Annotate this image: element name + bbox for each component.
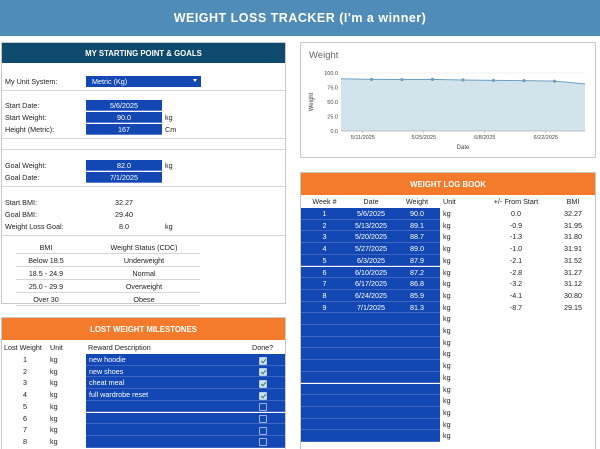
- log-date-cell[interactable]: 5/6/2025: [348, 208, 394, 220]
- log-weight-cell[interactable]: [394, 395, 440, 407]
- log-unit-cell: kg: [443, 290, 451, 300]
- log-unit-cell: kg: [443, 326, 451, 335]
- milestone-reward-input[interactable]: [86, 436, 285, 448]
- milestone-unit: kg: [50, 366, 58, 376]
- start-weight-row: [2, 112, 285, 123]
- log-delta-cell: [483, 372, 549, 384]
- log-weight-cell[interactable]: 89.1: [394, 220, 440, 232]
- y-tick-label: 0.0: [330, 129, 338, 135]
- x-tick-label: 6/22/2025: [533, 135, 559, 141]
- log-date-cell[interactable]: [348, 372, 394, 384]
- weight-chart-panel: [300, 42, 596, 158]
- log-unit-cell: kg: [443, 279, 451, 289]
- weight-point: [492, 79, 495, 82]
- weight-log-panel: [300, 172, 596, 449]
- log-unit-cell: kg: [443, 419, 451, 429]
- log-bmi-cell: 30.80: [564, 290, 582, 300]
- milestone-done-checkbox[interactable]: [259, 379, 267, 388]
- milestone-reward-input[interactable]: new hoodie: [86, 354, 285, 366]
- milestone-done-checkbox[interactable]: [259, 414, 267, 423]
- log-week-cell[interactable]: 2: [301, 220, 348, 232]
- col-lost-weight: Lost Weight: [4, 343, 42, 352]
- checkbox-icon: [259, 403, 267, 411]
- log-unit-cell: kg: [443, 302, 451, 312]
- y-axis-label: Weight: [309, 92, 315, 112]
- start-bmi-label: Start BMI:: [5, 198, 37, 207]
- divider: [16, 292, 200, 293]
- height-row: [2, 124, 285, 135]
- col-weight: Weight: [405, 197, 429, 206]
- log-week-cell[interactable]: [301, 384, 348, 396]
- log-date-cell[interactable]: 6/24/2025: [348, 290, 394, 302]
- log-delta-cell: [483, 348, 549, 360]
- log-bmi-cell: [551, 348, 595, 360]
- log-delta-cell: -8.7: [509, 302, 523, 312]
- milestones-header: LOST WEIGHT MILESTONES: [2, 318, 285, 340]
- milestone-reward-input[interactable]: [86, 424, 285, 436]
- start-date-input[interactable]: 5/6/2025: [86, 100, 162, 111]
- log-unit-cell: kg: [443, 372, 451, 382]
- log-bmi-cell: [551, 430, 595, 442]
- log-date-cell[interactable]: [348, 360, 394, 372]
- log-bmi-cell: [551, 395, 595, 407]
- log-date-cell[interactable]: 5/20/2025: [348, 231, 394, 243]
- log-date-cell[interactable]: [348, 384, 394, 396]
- bmi-table-header: [2, 242, 285, 253]
- log-delta-cell: 0.0: [511, 209, 521, 218]
- log-delta-cell: -4.1: [509, 290, 523, 300]
- loss-goal-row: [2, 221, 285, 232]
- height-label: Height (Metric):: [5, 125, 55, 134]
- weight-status: Underweight: [123, 256, 165, 265]
- weight-point: [461, 78, 464, 81]
- start-date-row: [2, 100, 285, 111]
- log-weight-cell[interactable]: 89.0: [394, 243, 440, 255]
- goal-weight-label: Goal Weight:: [5, 161, 47, 170]
- log-delta-cell: [483, 395, 549, 407]
- milestone-lost-weight: 6: [23, 413, 27, 423]
- log-weight-cell[interactable]: [394, 337, 440, 349]
- milestone-done-checkbox[interactable]: [259, 402, 267, 411]
- log-week-cell[interactable]: [301, 372, 348, 384]
- log-delta-cell: -3.2: [509, 279, 523, 289]
- log-weight-cell[interactable]: 85.9: [394, 290, 440, 302]
- log-delta-cell: [483, 337, 549, 349]
- log-date-cell[interactable]: [348, 430, 394, 442]
- unit-system-select[interactable]: [86, 76, 201, 87]
- log-unit-cell: kg: [443, 396, 451, 406]
- log-date-cell[interactable]: [348, 407, 394, 419]
- milestone-lost-weight: 3: [23, 378, 27, 388]
- goal-bmi-row: [2, 209, 285, 220]
- bmi-range: Below 18.5: [28, 256, 64, 265]
- log-week-cell[interactable]: 7: [301, 278, 348, 290]
- weight-status: Normal: [132, 269, 156, 278]
- loss-goal-label: Weight Loss Goal:: [5, 222, 64, 231]
- log-unit-cell: kg: [443, 255, 451, 265]
- weight-chart: [301, 43, 595, 157]
- col-unit: Unit: [50, 343, 63, 352]
- log-week-cell[interactable]: [301, 395, 348, 407]
- log-bmi-cell: [551, 419, 595, 431]
- col-date: Date: [363, 197, 379, 206]
- weight-status: Obese: [133, 295, 155, 304]
- bmi-range: 18.5 - 24.9: [28, 269, 64, 278]
- col-done: Done?: [252, 343, 274, 352]
- divider: [16, 253, 200, 254]
- log-date-cell[interactable]: 7/1/2025: [348, 302, 394, 314]
- log-week-cell[interactable]: 3: [301, 231, 348, 243]
- log-date-cell[interactable]: [348, 395, 394, 407]
- x-axis-label: Date: [456, 145, 470, 151]
- weight-status: Overweight: [125, 282, 163, 291]
- bmi-table-row: [2, 255, 285, 266]
- y-tick-label: 50.0: [327, 100, 338, 106]
- bmi-table-row: [2, 281, 285, 292]
- log-date-cell[interactable]: 6/3/2025: [348, 255, 394, 267]
- log-week-cell[interactable]: [301, 360, 348, 372]
- log-date-cell[interactable]: 6/17/2025: [348, 278, 394, 290]
- log-unit-cell: kg: [443, 431, 451, 441]
- milestone-done-checkbox[interactable]: [259, 367, 267, 376]
- start-bmi-value: 32.27: [115, 198, 133, 207]
- log-unit-cell: kg: [443, 337, 451, 347]
- start-weight-unit: kg: [165, 113, 173, 122]
- log-date-cell[interactable]: 5/13/2025: [348, 220, 394, 232]
- log-weight-cell[interactable]: [394, 419, 440, 431]
- y-tick-label: 75.0: [327, 85, 338, 92]
- weight-point: [400, 78, 403, 81]
- log-unit-cell: kg: [443, 244, 451, 254]
- divider: [2, 138, 285, 139]
- col-unit: Unit: [443, 197, 456, 206]
- log-week-cell[interactable]: [301, 348, 348, 360]
- log-bmi-cell: [551, 372, 595, 384]
- log-week-cell[interactable]: [301, 337, 348, 349]
- x-tick-label: 6/8/2025: [474, 135, 496, 141]
- col-reward: Reward Description: [88, 343, 151, 352]
- log-unit-cell: kg: [443, 232, 451, 242]
- log-unit-cell: kg: [443, 361, 451, 371]
- goal-bmi-value: 29.40: [115, 210, 133, 219]
- log-week-cell[interactable]: 6: [301, 267, 348, 279]
- height-input[interactable]: 167: [86, 124, 162, 135]
- log-unit-cell: kg: [443, 407, 451, 417]
- log-week-cell[interactable]: 5: [301, 255, 348, 267]
- app-title-banner: [0, 0, 600, 36]
- log-weight-cell[interactable]: [394, 313, 440, 325]
- milestone-unit: kg: [50, 413, 58, 423]
- milestone-unit: kg: [50, 401, 58, 411]
- x-tick-label: 5/11/2025: [350, 135, 375, 141]
- divider: [16, 279, 200, 280]
- goal-bmi-label: Goal BMI:: [5, 210, 37, 219]
- log-week-cell[interactable]: [301, 430, 348, 442]
- goal-weight-input[interactable]: 82.0: [86, 160, 162, 171]
- log-unit-cell: kg: [443, 209, 451, 218]
- status-column-header: Weight Status (CDC): [110, 243, 178, 252]
- milestone-lost-weight: 4: [23, 390, 27, 400]
- log-bmi-cell: [551, 325, 595, 337]
- milestone-unit: kg: [50, 425, 58, 435]
- app-title: WEIGHT LOSS TRACKER (I'm a winner): [173, 11, 427, 25]
- divider: [2, 235, 285, 236]
- bmi-range: 25.0 - 29.9: [28, 282, 64, 291]
- log-weight-cell[interactable]: [394, 407, 440, 419]
- milestone-reward-input[interactable]: [86, 401, 285, 413]
- milestone-reward-input[interactable]: full wardrobe reset: [86, 389, 285, 401]
- weight-area: [341, 79, 585, 131]
- log-bmi-cell: 31.80: [564, 232, 582, 242]
- divider: [16, 305, 200, 306]
- milestone-lost-weight: 7: [23, 425, 27, 435]
- log-bmi-cell: 31.91: [564, 244, 582, 254]
- log-week-cell[interactable]: [301, 313, 348, 325]
- milestone-reward-input[interactable]: [86, 413, 285, 425]
- goal-date-row: [2, 172, 285, 183]
- goals-panel: [1, 42, 286, 304]
- log-date-cell[interactable]: [348, 325, 394, 337]
- col-week: Week #: [312, 197, 337, 206]
- unit-system-row: [2, 76, 285, 87]
- height-unit: Cm: [165, 125, 177, 134]
- log-weight-cell[interactable]: [394, 325, 440, 337]
- log-weight-cell[interactable]: 88.7: [394, 231, 440, 243]
- log-week-cell[interactable]: [301, 419, 348, 431]
- start-date-label: Start Date:: [5, 101, 40, 110]
- log-weight-cell[interactable]: [394, 372, 440, 384]
- start-bmi-row: [2, 197, 285, 208]
- weight-point: [553, 80, 556, 83]
- weight-point: [370, 78, 373, 81]
- log-delta-cell: [483, 360, 549, 372]
- divider: [2, 90, 285, 91]
- log-delta-cell: -2.8: [509, 267, 523, 277]
- unit-system-label: My Unit System:: [5, 77, 58, 86]
- log-week-cell[interactable]: [301, 407, 348, 419]
- goal-date-input[interactable]: 7/1/2025: [86, 172, 162, 183]
- log-date-cell[interactable]: [348, 419, 394, 431]
- milestone-done-checkbox[interactable]: [259, 437, 267, 446]
- divider: [2, 186, 285, 187]
- y-tick-label: 100.0: [324, 71, 338, 77]
- goal-weight-unit: kg: [165, 161, 173, 170]
- milestone-lost-weight: 1: [23, 355, 27, 364]
- loss-goal-value: 8.0: [119, 222, 129, 231]
- checkbox-icon: [259, 427, 267, 435]
- checkbox-icon: [259, 438, 267, 446]
- log-delta-cell: [483, 325, 549, 337]
- bmi-column-header: BMI: [39, 243, 53, 252]
- goal-weight-row: [2, 160, 285, 171]
- log-weight-cell[interactable]: [394, 384, 440, 396]
- log-delta-cell: [483, 430, 549, 442]
- chevron-down-icon: [193, 79, 197, 82]
- log-date-cell[interactable]: [348, 348, 394, 360]
- log-week-cell[interactable]: 8: [301, 290, 348, 302]
- start-weight-input[interactable]: 90.0: [86, 112, 162, 123]
- log-delta-cell: -1.3: [509, 232, 523, 242]
- log-delta-cell: [483, 407, 549, 419]
- goals-header: MY STARTING POINT & GOALS: [2, 43, 285, 63]
- log-bmi-cell: 31.27: [564, 267, 582, 277]
- log-weight-cell[interactable]: 87.9: [394, 255, 440, 267]
- log-delta-cell: [483, 313, 549, 325]
- milestone-done-checkbox[interactable]: [259, 356, 267, 365]
- loss-goal-unit: kg: [165, 222, 173, 231]
- milestone-lost-weight: 2: [23, 366, 27, 376]
- milestones-panel: [1, 317, 286, 449]
- checkbox-icon: [259, 415, 267, 423]
- log-date-cell[interactable]: 5/27/2025: [348, 243, 394, 255]
- log-bmi-cell: 29.15: [564, 302, 582, 312]
- log-week-cell[interactable]: 1: [301, 208, 348, 220]
- log-delta-cell: -0.9: [509, 220, 523, 230]
- milestone-reward-input[interactable]: new shoes: [86, 366, 285, 378]
- log-date-cell[interactable]: [348, 313, 394, 325]
- log-bmi-cell: [551, 360, 595, 372]
- log-bmi-cell: [551, 337, 595, 349]
- milestone-unit: kg: [50, 390, 58, 400]
- log-unit-cell: kg: [443, 384, 451, 394]
- weight-point: [522, 79, 525, 82]
- goal-date-label: Goal Date:: [5, 173, 40, 182]
- log-weight-cell[interactable]: 81.3: [394, 302, 440, 314]
- milestone-unit: kg: [50, 355, 58, 364]
- milestone-lost-weight: 8: [23, 436, 27, 446]
- log-delta-cell: -2.1: [509, 255, 523, 265]
- bmi-table-row: [2, 294, 285, 305]
- log-bmi-cell: 31.95: [564, 220, 582, 230]
- x-tick-label: 5/25/2025: [411, 135, 437, 141]
- log-week-cell[interactable]: [301, 325, 348, 337]
- checkbox-icon: [259, 357, 267, 365]
- checkbox-icon: [259, 392, 267, 400]
- milestone-lost-weight: 5: [23, 401, 27, 411]
- log-bmi-cell: [551, 407, 595, 419]
- log-bmi-cell: 32.27: [564, 209, 582, 218]
- milestone-unit: kg: [50, 378, 58, 388]
- log-bmi-cell: [551, 384, 595, 396]
- log-unit-cell: kg: [443, 220, 451, 230]
- bmi-table-row: [2, 268, 285, 279]
- log-delta-cell: -1.0: [509, 244, 523, 254]
- log-weight-cell[interactable]: 86.8: [394, 278, 440, 290]
- log-date-cell[interactable]: 6/10/2025: [348, 267, 394, 279]
- log-weight-cell[interactable]: [394, 430, 440, 442]
- log-delta-cell: [483, 384, 549, 396]
- col-delta: +/- From Start: [493, 197, 539, 206]
- log-unit-cell: kg: [443, 314, 451, 324]
- log-unit-cell: kg: [443, 267, 451, 277]
- log-weight-cell[interactable]: [394, 348, 440, 360]
- log-bmi-cell: 31.12: [564, 279, 582, 289]
- log-week-cell[interactable]: 9: [301, 302, 348, 314]
- log-weight-cell[interactable]: 90.0: [394, 208, 440, 220]
- log-week-cell[interactable]: 4: [301, 243, 348, 255]
- bmi-range: Over 30: [33, 295, 59, 304]
- divider: [16, 266, 200, 267]
- checkbox-icon: [259, 368, 267, 376]
- col-bmi: BMI: [566, 197, 580, 206]
- checkbox-icon: [259, 380, 267, 388]
- chart-title: Weight: [309, 50, 339, 61]
- start-weight-label: Start Weight:: [5, 113, 47, 122]
- log-unit-cell: kg: [443, 349, 451, 359]
- milestone-reward-input[interactable]: cheat meal: [86, 377, 285, 389]
- weight-point: [431, 78, 434, 81]
- log-header: WEIGHT LOG BOOK: [301, 173, 595, 195]
- log-weight-cell[interactable]: [394, 360, 440, 372]
- milestone-done-checkbox[interactable]: [259, 391, 267, 400]
- log-delta-cell: [483, 419, 549, 431]
- log-weight-cell[interactable]: 87.2: [394, 267, 440, 279]
- milestone-unit: kg: [50, 436, 58, 446]
- log-bmi-cell: [551, 313, 595, 325]
- unit-system-value: Metric (Kg): [92, 77, 128, 86]
- y-tick-label: 25.0: [327, 114, 338, 121]
- milestone-done-checkbox[interactable]: [259, 426, 267, 435]
- divider: [2, 149, 285, 150]
- log-bmi-cell: 31.52: [564, 255, 582, 265]
- log-date-cell[interactable]: [348, 337, 394, 349]
